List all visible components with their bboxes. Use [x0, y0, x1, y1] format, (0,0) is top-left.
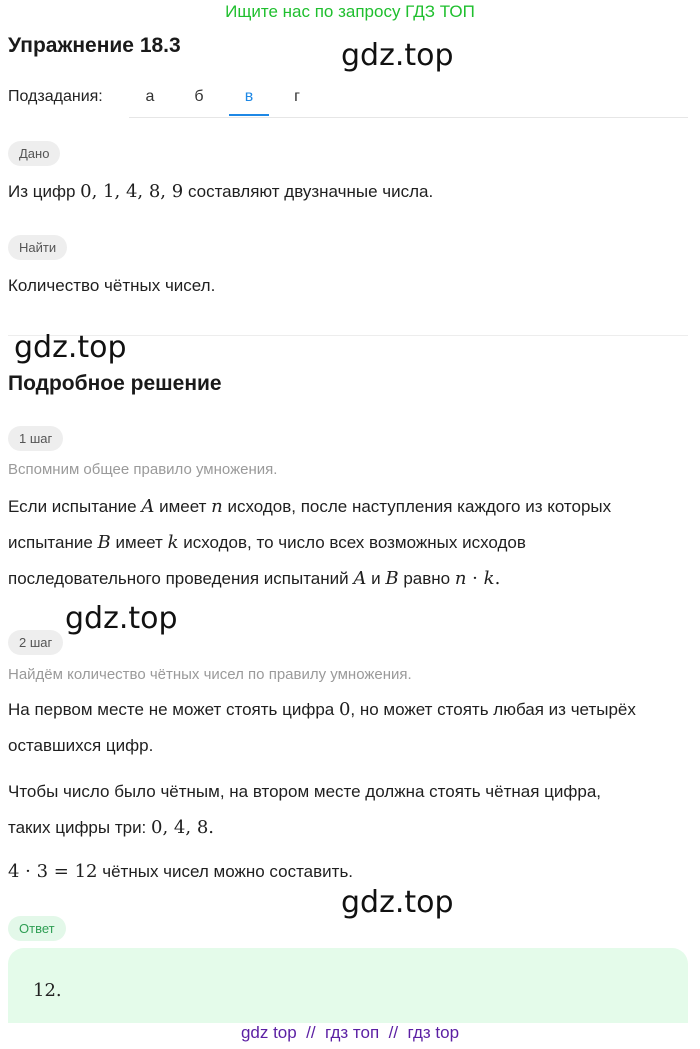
var-k: k — [483, 568, 495, 589]
text: испытание — [8, 533, 93, 552]
watermark: gdz.top — [65, 601, 178, 636]
tab-v[interactable]: в — [229, 88, 269, 106]
text: последовательного проведения испытаний — [8, 569, 349, 588]
answer-box — [8, 948, 688, 1023]
watermark: gdz.top — [14, 330, 127, 365]
var-n: n — [454, 568, 467, 589]
step2-p2-line1: Чтобы число было чётным, на втором месте должна стоять чётная цифра, — [8, 782, 601, 801]
step2-p1-line1 — [8, 692, 692, 728]
step2-p1-line2: оставшихся цифр. — [8, 736, 154, 755]
subtasks-bar — [8, 84, 688, 118]
answer-badge — [8, 916, 66, 941]
tab-a[interactable]: а — [145, 88, 155, 105]
tab-g[interactable]: г — [294, 88, 300, 105]
step1-line2 — [8, 525, 692, 561]
text: На первом месте не может стоять цифра — [8, 700, 335, 719]
given-text-before: Из цифр — [8, 182, 76, 201]
solution-heading: Подробное решение — [8, 372, 222, 395]
given-label: Дано — [8, 141, 60, 166]
watermark: gdz.top — [341, 38, 454, 73]
var-k: k — [167, 532, 179, 553]
text: таких цифры три: — [8, 818, 147, 837]
step2-badge — [8, 630, 63, 655]
answer-value: 12. — [33, 980, 62, 1001]
find-label: Найти — [8, 235, 67, 260]
text: имеет — [159, 497, 207, 516]
answer-label: Ответ — [8, 916, 66, 941]
step1-badge — [8, 426, 63, 451]
page-title: Упражнение 18.3 — [8, 34, 181, 57]
step2-hint: Найдём количество чётных чисел по правилу умножения. — [8, 666, 412, 683]
text: и — [371, 569, 381, 588]
var-n: n — [211, 496, 223, 517]
even-digits: 0, 4, 8. — [151, 817, 214, 838]
text: исходов, после наступления каждого из которых — [227, 497, 612, 516]
step2-p2-line2 — [8, 810, 692, 846]
given-digits: 0, 1, 4, 8, 9 — [80, 181, 184, 202]
text: чётных чисел можно составить. — [102, 862, 354, 881]
find-text: Количество чётных чисел. — [8, 276, 216, 295]
footer-links: gdz top // гдз топ // гдз top — [240, 1023, 460, 1042]
step2-label: 2 шаг — [8, 630, 63, 655]
period: . — [494, 568, 501, 589]
subtasks-divider — [129, 117, 688, 118]
watermark: gdz.top — [341, 885, 454, 920]
result-formula: 4 · 3 = 12 — [8, 861, 98, 882]
step1-label: 1 шаг — [8, 426, 63, 451]
var-A: A — [141, 496, 155, 517]
var-A: A — [353, 568, 367, 589]
var-B: B — [385, 568, 399, 589]
search-banner: Ищите нас по запросу ГДЗ ТОП — [225, 2, 475, 21]
mult-dot: · — [472, 568, 478, 589]
var-B: B — [97, 532, 111, 553]
given-text — [8, 174, 692, 210]
text: , но может стоять любая из четырёх — [350, 700, 636, 719]
text: исходов, то число всех возможных исходов — [183, 533, 526, 552]
find-badge — [8, 235, 67, 260]
step1-rule — [8, 489, 692, 597]
text: равно — [403, 569, 451, 588]
step1-line3 — [8, 561, 692, 597]
tab-b[interactable]: б — [194, 88, 204, 105]
step2-para1 — [8, 692, 692, 764]
subtasks-label: Подзадания: — [8, 88, 103, 105]
given-badge — [8, 141, 60, 166]
step2-para2 — [8, 774, 692, 846]
text: имеет — [115, 533, 163, 552]
step1-line1 — [8, 489, 692, 525]
step1-hint: Вспомним общее правило умножения. — [8, 461, 278, 478]
digit-zero: 0 — [338, 699, 351, 720]
given-text-after: составляют двузначные числа. — [187, 182, 434, 201]
text: Если испытание — [8, 497, 137, 516]
